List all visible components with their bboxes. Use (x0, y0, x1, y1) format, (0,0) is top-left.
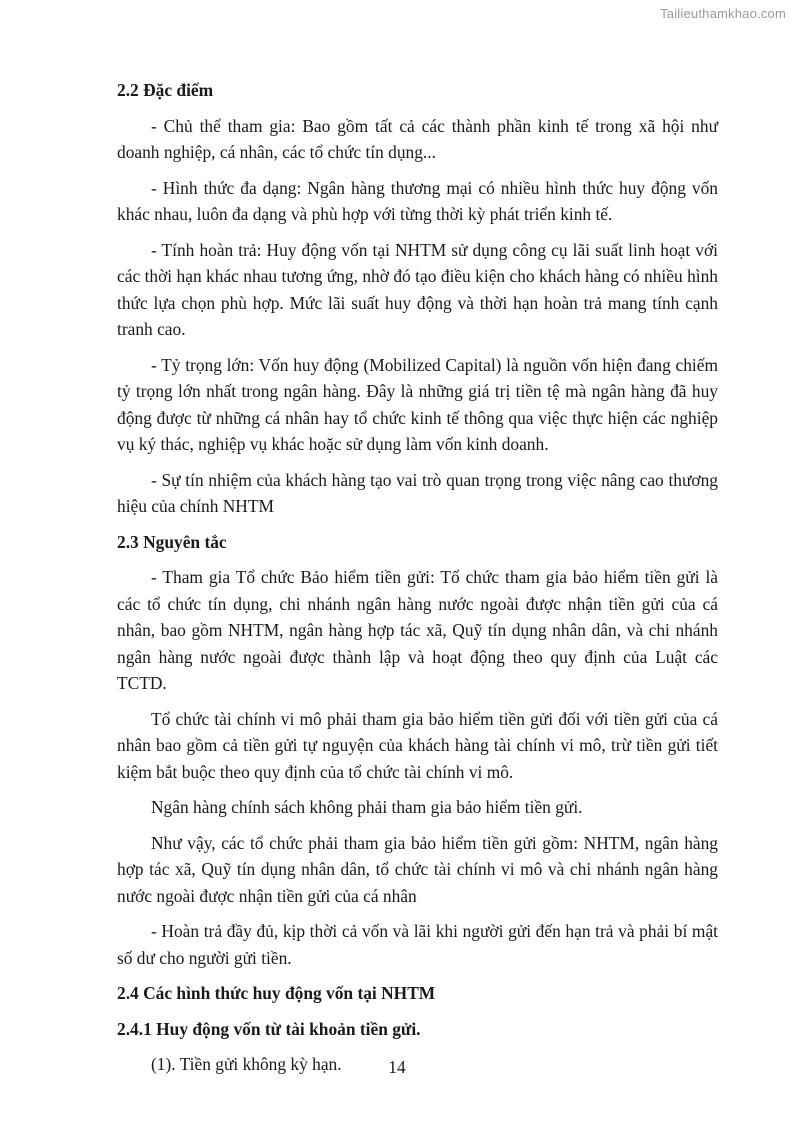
document-body (117, 77, 718, 1087)
paragraph: Tổ chức tài chính vi mô phải tham gia bảo hiểm tiền gửi đối với tiền gửi của cá nhân bao gồm cả tiền gửi tự nguyện của khách hàng tài chính vi mô, trừ tiền gửi tiết kiệm bắt buộc theo quy định của tổ chức tài chính vi mô. (117, 708, 718, 782)
section-heading-2-2: 2.2 Đặc điểm (117, 80, 214, 100)
paragraph: (1). Tiền gửi không kỳ hạn. (151, 1054, 342, 1074)
paragraph: Ngân hàng chính sách không phải tham gia bảo hiểm tiền gửi. (151, 797, 583, 817)
section-heading-2-4-1: 2.4.1 Huy động vốn từ tài khoản tiền gửi. (117, 1018, 421, 1039)
section-heading-2-3: 2.3 Nguyên tắc (117, 531, 227, 552)
paragraph: - Hoàn trả đầy đủ, kịp thời cả vốn và lãi khi người gửi đến hạn trả và phải bí mật số dư cho người gửi tiền. (117, 921, 718, 968)
section-heading-2-4: 2.4 Các hình thức huy động vốn tại NHTM (117, 983, 436, 1003)
paragraph: - Hình thức đa dạng: Ngân hàng thương mại có nhiều hình thức huy động vốn khác nhau, luôn đa dạng và phù hợp với từng thời kỳ phát triển kinh tế. (117, 177, 718, 224)
paragraph: - Tính hoàn trả: Huy động vốn tại NHTM sử dụng công cụ lãi suất linh hoạt với các thời hạn khác nhau tương ứng, nhờ đó tạo điều kiện cho khách hàng có nhiều hình thức lựa chọn phù hợp. Mức lãi suất huy động và thời hạn hoàn trả mang tính cạnh tranh cao. (117, 239, 718, 339)
page-number: 14 (388, 1057, 406, 1077)
paragraph: - Sự tín nhiệm của khách hàng tạo vai trò quan trọng trong việc nâng cao thương hiệu của chính NHTM (117, 469, 718, 516)
paragraph: Như vậy, các tổ chức phải tham gia bảo hiểm tiền gửi gồm: NHTM, ngân hàng hợp tác xã, Quỹ tín dụng nhân dân, tổ chức tài chính vi mô và chi nhánh ngân hàng nước ngoài được nhận tiền gửi của cá nhân (117, 832, 718, 906)
paragraph: - Tham gia Tổ chức Bảo hiểm tiền gửi: Tổ chức tham gia bảo hiểm tiền gửi là các tổ chức tín dụng, chi nhánh ngân hàng nước ngoài được nhận tiền gửi của cá nhân, bao gồm NHTM, ngân hàng hợp tác xã, Quỹ tín dụng nhân dân, và chi nhánh ngân hàng nước ngoài được thành lập và hoạt động theo quy định của Luật các TCTD. (117, 567, 718, 693)
watermark-text: Tailieuthamkhao.com (660, 6, 786, 21)
paragraph: - Chủ thể tham gia: Bao gồm tất cả các thành phần kinh tế trong xã hội như doanh nghiệp, cá nhân, các tổ chức tín dụng... (117, 115, 718, 162)
paragraph: - Tỷ trọng lớn: Vốn huy động (Mobilized Capital) là nguồn vốn hiện đang chiếm tỷ trọng lớn nhất trong ngân hàng. Đây là những giá trị tiền tệ mà ngân hàng đã huy động được từ những cá nhân hay tổ chức kinh tế thông qua việc thực hiện các nghiệp vụ ký thác, nghiệp vụ khác hoặc sử dụng làm vốn kinh doanh. (117, 354, 718, 454)
